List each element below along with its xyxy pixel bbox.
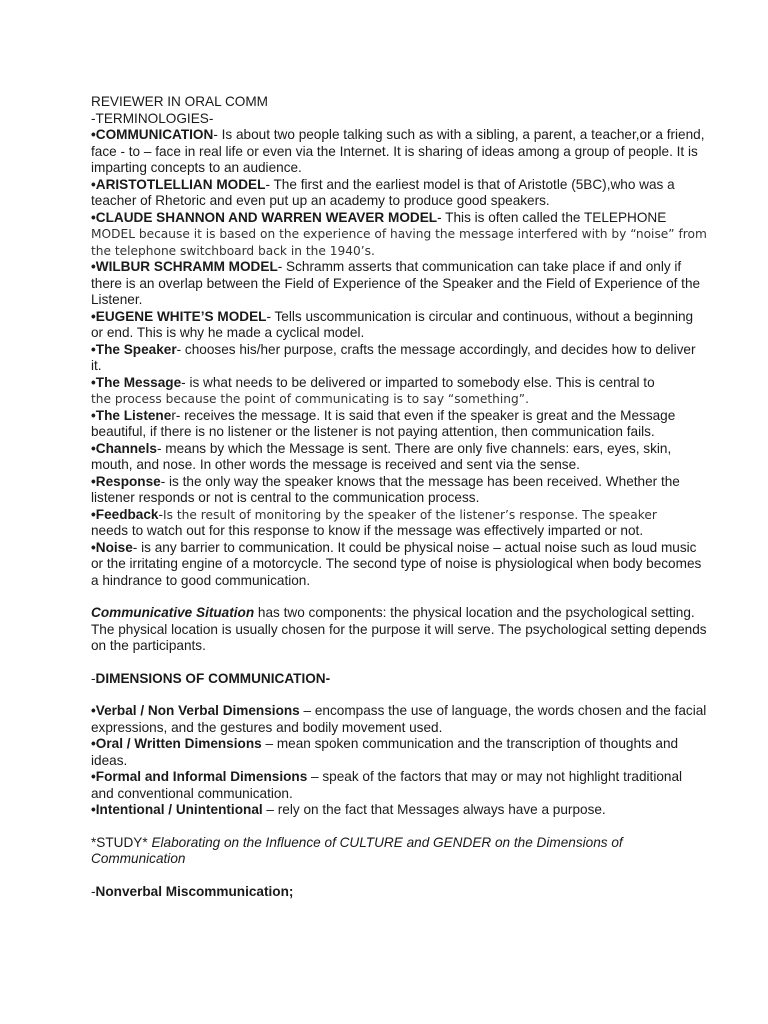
dimension-formal [91,769,708,802]
term-desc: - Tells uscommunication is circular and continuous, without a beginning or end. This is why he made a cyclical model. [91,308,694,340]
term-speaker [91,342,708,375]
situation-text: has two components: the physical location and the psychological setting. The physical location is usually chosen for the purpose it will serve. The psychological setting depends on the participants. [91,605,707,653]
dimensions-list [91,703,708,819]
heading-text: DIMENSIONS OF COMMUNICATION- [95,670,331,686]
term-desc-rest: MODEL because it is based on the experience of having the message interfered with by “noise” from the telephone switchboard back in the 1940’s. [91,227,707,258]
term-label: Noise [95,539,133,555]
study-note [91,835,708,868]
bullet: • [91,440,96,456]
bullet: • [91,506,96,522]
document-title: REVIEWER IN ORAL COMM [91,94,268,109]
bullet: • [91,407,96,423]
term-message [91,375,708,408]
bullet: • [91,259,96,274]
term-desc: - is any barrier to communication. It could be physical noise – actual noise such as loud music or the irritating engine of a motorcycle. The second type of noise is physiological when body becomes a hindrance to good communication. [91,539,702,588]
nonverbal-text: Nonverbal Miscommunication; [95,883,294,899]
bullet: • [91,127,96,142]
bullet: • [91,176,96,192]
term-desc: - The first and the earliest model is that of Aristotle (5BC),who was a teacher of Rhetoric and even put up an academy to produce good speakers. [91,176,675,208]
term-desc-rest: Is the result of monitoring by the speaker of the listener’s response. The speaker [163,507,657,522]
bullet: • [91,703,96,718]
term-feedback [91,507,708,540]
nonverbal-heading [91,884,708,901]
term-label: CLAUDE SHANNON AND WARREN WEAVER MODEL [95,209,438,225]
term-label: ARISTOTLELLIAN MODEL [95,176,266,192]
term-desc: - This is often called the TELEPHONE [437,209,667,225]
term-desc: - means by which the Message is sent. There are only five channels: ears, eyes, skin, mouth, and nose. In other words the message is received and sent via the sense. [91,440,672,472]
term-desc-rest: the process because the point of communicating is to say “something”. [91,392,529,406]
nonverbal-dash: - [91,883,96,899]
bullet: • [91,209,96,225]
bullet: • [91,308,96,324]
term-shannon-weaver [91,210,708,260]
bullet: • [91,769,96,784]
term-desc: - chooses his/her purpose, crafts the message accordingly, and decides how to deliver it. [91,341,696,373]
dimension-desc: – encompass the use of language, the words chosen and the facial expressions, and the gestures and bodily movement used. [91,703,707,735]
term-response [91,474,708,507]
section-subtitle: -TERMINOLOGIES- [91,110,214,126]
study-label: *STUDY* [91,834,152,850]
heading-dash: - [91,670,96,686]
term-desc: - is what needs to be delivered or imparted to somebody else. This is central to [181,374,655,390]
dimension-label: Formal and Informal Dimensions [95,769,308,784]
study-text: Elaborating on the Influence of CULTURE and GENDER on the Dimensions of Communication [91,834,623,866]
term-desc: r- receives the message. It is said that even if the speaker is great and the Message beautiful, if there is no listener or the listener is not paying attention, then communication fails. [91,407,676,439]
bullet: • [91,341,96,357]
dimension-verbal [91,703,708,736]
term-noise [91,540,708,590]
term-label: Feedback [95,506,159,522]
bullet: • [91,539,96,555]
term-desc-after: needs to watch out for this response to know if the message was effectively imparted or not. [91,523,644,538]
dimension-desc: – mean spoken communication and the transcription of thoughts and ideas. [91,736,679,768]
communicative-situation-paragraph [91,605,708,655]
dimension-label: Oral / Written Dimensions [95,736,262,751]
term-desc: - Schramm asserts that communication can take place if and only if there is an overlap between the Field of Experience of the Speaker and the Field of Experience of the Listener. [91,259,701,307]
term-label: The Speaker [95,341,177,357]
bullet: • [91,736,96,751]
situation-lead: Communicative Situation [91,605,255,620]
term-label: Response [95,473,161,489]
term-desc: - [158,506,164,522]
dimension-label: Intentional / Unintentional [95,802,263,817]
term-aristotle [91,177,708,210]
term-label: The Listene [95,407,172,423]
bullet: • [91,473,96,489]
term-eugene-white [91,309,708,342]
term-listener [91,408,708,441]
bullet: • [91,374,96,390]
term-label: The Message [95,374,182,390]
term-desc: - Is about two people talking such as with a sibling, a parent, a teacher,or a friend, face - to – face in real life or even via the Internet. It is sharing of ideas among a group of people. It is imparting concepts to an audience. [91,127,705,175]
term-communication [91,127,708,177]
dimension-desc: – speak of the factors that may or may not highlight traditional and conventional communication. [91,769,683,801]
dimension-label: Verbal / Non Verbal Dimensions [95,703,300,718]
dimension-oral [91,736,708,769]
bullet: • [91,802,96,817]
term-label: COMMUNICATION [95,127,214,142]
dimension-intentional [91,802,708,819]
term-channels [91,441,708,474]
term-schramm [91,259,708,309]
term-label: EUGENE WHITE’S MODEL [95,308,267,324]
term-desc: - is the only way the speaker knows that the message has been received. Whether the listener responds or not is central to the communication process. [91,473,680,505]
term-label: WILBUR SCHRAMM MODEL [95,259,278,274]
term-label: Channels [95,440,157,456]
dimensions-heading [91,671,708,688]
dimension-desc: – rely on the fact that Messages always have a purpose. [262,802,606,817]
